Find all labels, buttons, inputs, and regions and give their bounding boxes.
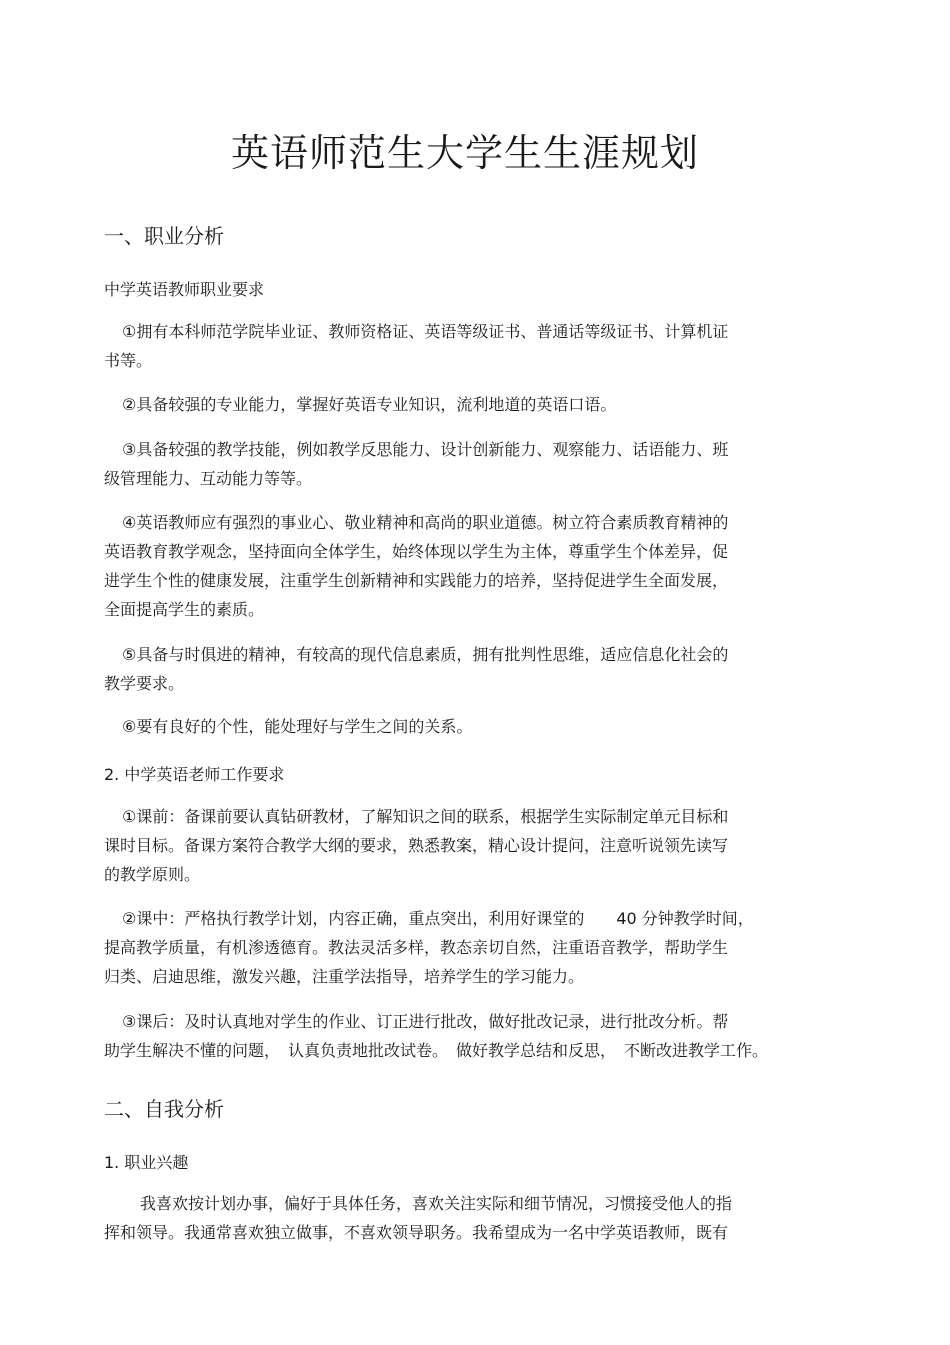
text-line: 提高教学质量，有机渗透德育。教法灵活多样，教态亲切自然，注重语音教学，帮助学生 xyxy=(104,938,729,957)
text-line: 的教学原则。 xyxy=(104,865,201,884)
text-line: ④英语教师应有强烈的事业心、敬业精神和高尚的职业道德。树立符合素质教育精神的 xyxy=(122,513,729,532)
requirement-item-6 xyxy=(104,712,844,741)
text-line: ⑥要有良好的个性，能处理好与学生之间的关系。 xyxy=(122,717,473,736)
text-line: 归类、启迪思维，激发兴趣，注重学法指导，培养学生的学习能力。 xyxy=(104,967,585,986)
subheading-work-requirements: 2. 中学英语老师工作要求 xyxy=(104,765,285,784)
interest-paragraph xyxy=(104,1189,844,1247)
text-line: 课时目标。备课方案符合教学大纲的要求，熟悉教案，精心设计提问，注意听说领先读写 xyxy=(104,836,729,855)
text-line: ①课前：备课前要认真钻研教材，了解知识之间的联系，根据学生实际制定单元目标和 xyxy=(122,807,729,826)
text-line: 全面提高学生的素质。 xyxy=(104,600,265,619)
requirement-item-4 xyxy=(104,508,844,624)
section-heading-career: 一、职业分析 xyxy=(104,224,224,248)
text-line: ②具备较强的专业能力，掌握好英语专业知识，流利地道的英语口语。 xyxy=(122,395,617,414)
subheading-requirements: 中学英语教师职业要求 xyxy=(104,280,265,299)
work-item-after-class xyxy=(104,1007,844,1065)
subheading-interest: 1. 职业兴趣 xyxy=(104,1153,189,1172)
text-line: 级管理能力、互动能力等等。 xyxy=(104,469,313,488)
text-line: 书等。 xyxy=(104,351,153,370)
text-line: 英语教育教学观念，坚持面向全体学生，始终体现以学生为主体，尊重学生个体差异，促 xyxy=(104,542,729,561)
requirement-item-1 xyxy=(104,317,844,375)
page-title: 英语师范生大学生生涯规划 xyxy=(230,131,699,175)
requirement-item-2 xyxy=(104,390,844,419)
text-line: 我喜欢按计划办事，偏好于具体任务，喜欢关注实际和细节情况，习惯接受他人的指 xyxy=(140,1194,733,1213)
text-line: ③课后：及时认真地对学生的作业、订正进行批改，做好批改记录，进行批改分析。帮 xyxy=(122,1012,729,1031)
text-line: ②课中：严格执行教学计划，内容正确，重点突出，利用好课堂的 40 分钟教学时间， xyxy=(122,909,754,928)
work-item-in-class xyxy=(104,904,844,991)
text-line: ⑤具备与时俱进的精神，有较高的现代信息素质，拥有批判性思维，适应信息化社会的 xyxy=(122,645,729,664)
section-heading-self: 二、自我分析 xyxy=(104,1097,224,1121)
requirement-item-3 xyxy=(104,435,844,493)
text-line: 进学生个性的健康发展，注重学生创新精神和实践能力的培养，坚持促进学生全面发展， xyxy=(104,571,729,590)
text-line: ③具备较强的教学技能，例如教学反思能力、设计创新能力、观察能力、话语能力、班 xyxy=(122,440,729,459)
work-item-before-class xyxy=(104,802,844,889)
text-line: 教学要求。 xyxy=(104,674,185,693)
text-line: ①拥有本科师范学院毕业证、教师资格证、英语等级证书、普通话等级证书、计算机证 xyxy=(122,322,729,341)
requirement-item-5 xyxy=(104,640,844,698)
text-line: 挥和领导。我通常喜欢独立做事，不喜欢领导职务。我希望成为一名中学英语教师，既有 xyxy=(104,1223,729,1242)
text-line: 助学生解决不懂的问题， 认真负责地批改试卷。 做好教学总结和反思， 不断改进教学工作。 xyxy=(104,1041,769,1060)
